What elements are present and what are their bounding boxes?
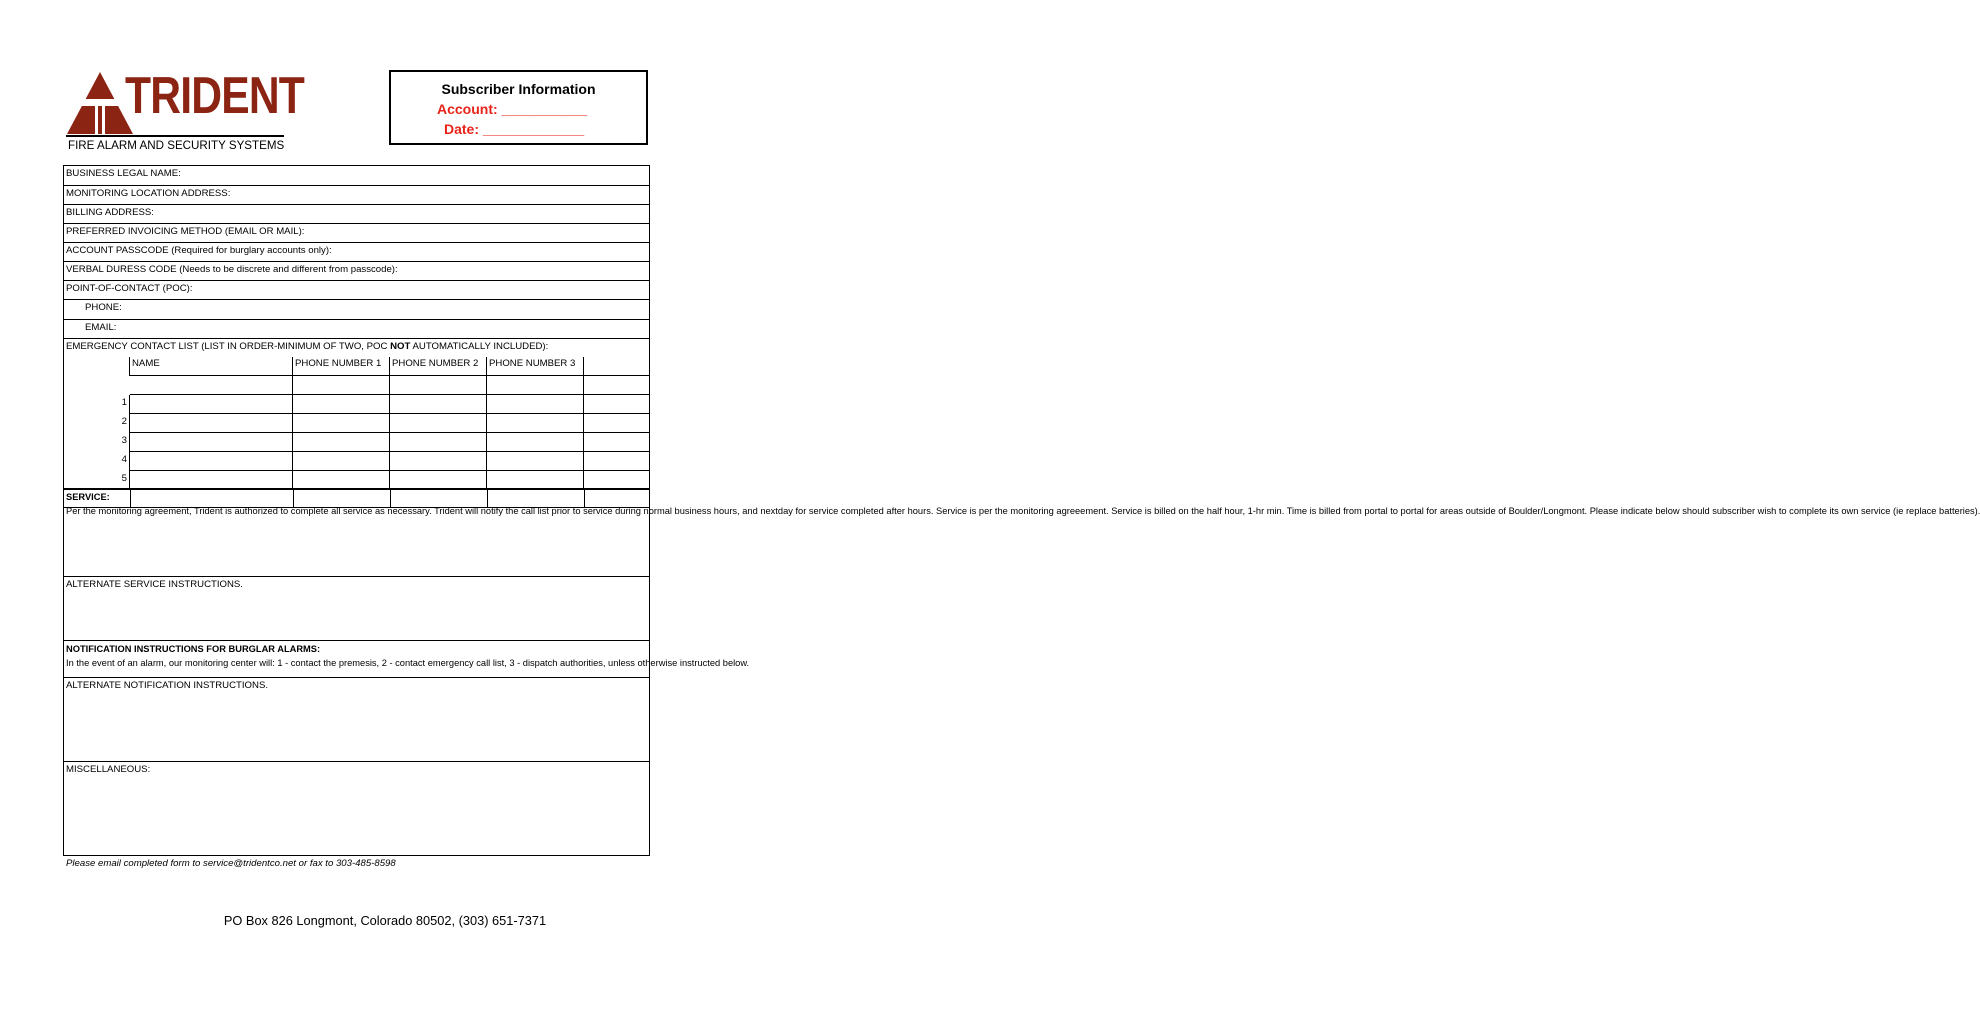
company-address: PO Box 826 Longmont, Colorado 80502, (303) 651-7371 <box>223 913 547 928</box>
date-field[interactable]: Date: _____________ <box>444 121 585 137</box>
invoicing-method-label: PREFERRED INVOICING METHOD (EMAIL OR MAIL): <box>66 226 305 237</box>
contact-5-phone-3[interactable] <box>487 471 584 489</box>
contact-1-name[interactable] <box>130 395 293 414</box>
form-frame <box>63 165 1980 856</box>
alternate-notification-field[interactable] <box>64 678 649 762</box>
trident-logo-icon <box>66 72 134 134</box>
monitoring-address-field[interactable] <box>64 186 649 205</box>
emergency-heading-text: EMERGENCY CONTACT LIST (LIST IN ORDER-MINIMUM OF TWO, POC NOT AUTOMATICALLY INCLUDED): <box>66 341 549 352</box>
email-instruction: Please email completed form to service@tridentco.net or fax to 303-485-8598 <box>66 858 396 869</box>
contact-4-phone-2[interactable] <box>390 452 487 471</box>
contact-3-name[interactable] <box>130 433 293 452</box>
contact-row-number: 1 <box>64 395 130 414</box>
brand-name: TRIDENT <box>125 67 305 125</box>
contact-4-phone-1[interactable] <box>293 452 390 471</box>
contact-4-name[interactable] <box>130 452 293 471</box>
alternate-service-field[interactable] <box>64 577 649 641</box>
column-header-name: NAME <box>130 357 293 376</box>
contact-5-phone-1[interactable] <box>293 471 390 489</box>
miscellaneous-field[interactable] <box>64 762 649 855</box>
monitoring-address-label: MONITORING LOCATION ADDRESS: <box>66 188 231 199</box>
contact-2-name[interactable] <box>130 414 293 433</box>
poc-label: POINT-OF-CONTACT (POC): <box>66 283 193 294</box>
emergency-contact-table <box>64 357 651 489</box>
billing-address-field[interactable] <box>64 205 649 224</box>
poc-email-label: EMAIL: <box>85 322 117 333</box>
subscriber-title: Subscriber Information <box>441 81 596 97</box>
notification-section <box>64 641 750 678</box>
contact-1-phone-2[interactable] <box>390 395 487 414</box>
business-name-label: BUSINESS LEGAL NAME: <box>66 168 181 179</box>
contact-4-phone-3[interactable] <box>487 452 584 471</box>
contact-2-phone-2[interactable] <box>390 414 487 433</box>
service-label: SERVICE: <box>66 492 110 502</box>
contact-5-name[interactable] <box>130 471 293 489</box>
verbal-duress-label: VERBAL DURESS CODE (Needs to be discrete and different from passcode): <box>66 264 398 275</box>
contact-1-phone-3[interactable] <box>487 395 584 414</box>
brand-tagline: FIRE ALARM AND SECURITY SYSTEMS <box>68 139 285 152</box>
poc-phone-field[interactable] <box>64 300 649 320</box>
contact-row-number: 2 <box>64 414 130 433</box>
invoicing-method-field[interactable] <box>64 224 649 243</box>
contact-3-phone-3[interactable] <box>487 433 584 452</box>
billing-address-label: BILLING ADDRESS: <box>66 207 154 218</box>
account-passcode-label: ACCOUNT PASSCODE (Required for burglary accounts only): <box>66 245 332 256</box>
alternate-notification-label: ALTERNATE NOTIFICATION INSTRUCTIONS. <box>66 680 269 691</box>
verbal-duress-field[interactable] <box>64 262 649 281</box>
column-header-phone-3: PHONE NUMBER 3 <box>487 357 584 376</box>
contact-5-phone-2[interactable] <box>390 471 487 489</box>
poc-field[interactable] <box>64 281 649 300</box>
logo-divider <box>66 135 284 137</box>
account-passcode-field[interactable] <box>64 243 649 262</box>
contact-1-phone-1[interactable] <box>293 395 390 414</box>
emergency-heading <box>64 339 649 357</box>
alternate-service-label: ALTERNATE SERVICE INSTRUCTIONS. <box>66 579 243 590</box>
contact-3-phone-2[interactable] <box>390 433 487 452</box>
business-name-field[interactable] <box>64 166 649 186</box>
contact-row-number: 3 <box>64 433 130 452</box>
poc-phone-label: PHONE: <box>85 302 122 313</box>
notification-label: NOTIFICATION INSTRUCTIONS FOR BURGLAR ALARMS: <box>66 644 321 654</box>
poc-email-field[interactable] <box>64 320 649 339</box>
subscriber-info-box <box>389 70 648 145</box>
column-header-phone-1: PHONE NUMBER 1 <box>293 357 390 376</box>
contact-2-phone-3[interactable] <box>487 414 584 433</box>
miscellaneous-label: MISCELLANEOUS: <box>66 764 151 775</box>
contact-row-number: 4 <box>64 452 130 471</box>
account-field[interactable]: Account: ___________ <box>437 101 588 117</box>
contact-row-number: 5 <box>64 471 130 489</box>
contact-3-phone-1[interactable] <box>293 433 390 452</box>
service-section[interactable] <box>64 488 1980 577</box>
contact-2-phone-1[interactable] <box>293 414 390 433</box>
notification-text: NOTIFICATION INSTRUCTIONS FOR BURGLAR ALARMS: In the event of an alarm, our monitoring center will: 1 - contact the premesis, 2 - contact emergency call list, 3 - dispatch authorities, unless otherwise instructed below. <box>66 644 750 668</box>
service-text: SERVICE: Per the monitoring agreement, Trident is authorized to complete all service as necessary. Trident will notify the call list prior to service during normal business hours, and nextday for service completed after hours. Service is per the monitoring agreeement. Service is billed on the half hour, 1-hr min. Time is billed from portal to portal for areas outside of Boulder/Longmont. Please indicate below should subscriber wish to complete its own service (ie replace batteries). <box>66 492 1980 516</box>
column-header-phone-2: PHONE NUMBER 2 <box>390 357 487 376</box>
